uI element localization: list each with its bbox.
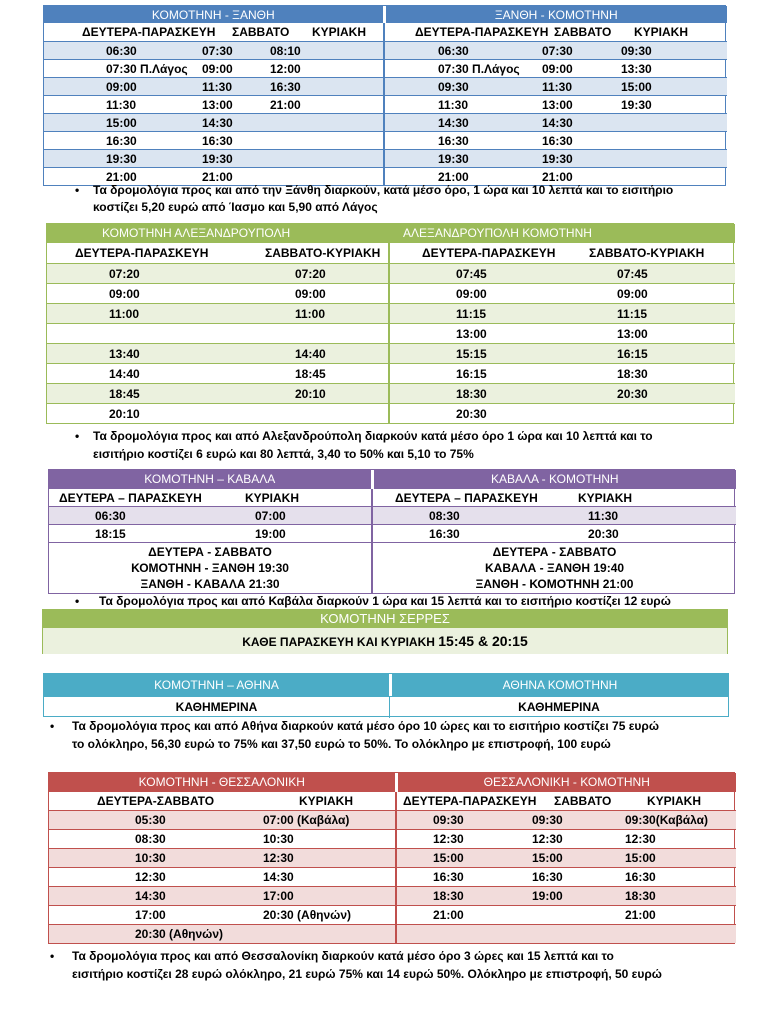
table-row xyxy=(49,507,736,525)
thess-note-line1: Τα δρομολόγια προς και από Θεσσαλονίκη διαρκούν κατά μέσο όρο 3 ώρες και 15 λεπτά και το xyxy=(72,949,614,963)
time-cell: 09:30 xyxy=(384,78,527,96)
bullet-icon: • xyxy=(75,594,80,608)
time-cell: 15:15 xyxy=(389,344,549,364)
table-row xyxy=(44,150,727,168)
time-cell: 20:30 (Αθηνών) xyxy=(229,906,396,925)
time-cell: 18:30 xyxy=(389,384,549,404)
time-cell: 20:30 (Αθηνών) xyxy=(49,925,229,944)
thess-note-line2: εισιτήριο κοστίζει 28 ευρώ ολόκληρο, 21 ευρώ 75% και 14 ευρώ 50%. Ολόκληρο με επιστροφή, 50 ευρώ xyxy=(72,967,662,981)
time-cell xyxy=(582,132,727,150)
time-cell: 09:30 xyxy=(516,811,601,830)
time-cell: 14:40 xyxy=(217,344,389,364)
alex-left-col-weekdays: ΔΕΥΤΕΡΑ-ΠΑΡΑΣΚΕΥΗ xyxy=(47,243,217,264)
time-cell xyxy=(582,150,727,168)
bullet-icon: • xyxy=(75,429,80,443)
time-cell xyxy=(217,324,389,344)
time-cell: 20:30 xyxy=(549,384,735,404)
athens-left-value: ΚΑΘΗΜΕΡΙΝΑ xyxy=(175,700,258,714)
athens-right-title: ΑΘΗΝΑ ΚΟΜΟΤΗΝΗ xyxy=(389,674,728,696)
time-cell: 05:30 xyxy=(49,811,229,830)
table-row xyxy=(49,906,736,925)
xanthi-left-col-days: ΣΑΒΒΑΤΟ ΚΥΡΙΑΚΗ xyxy=(232,25,367,39)
table-row xyxy=(47,284,735,304)
time-cell: 14:30 xyxy=(49,887,229,906)
time-cell: 13:00 xyxy=(389,324,549,344)
time-cell: 08:30 xyxy=(49,830,229,849)
serres-title: ΚΟΜΟΤΗΝΗ ΣΕΡΡΕΣ xyxy=(43,610,727,628)
time-cell: 13:00 xyxy=(549,324,735,344)
time-cell: 16:30 xyxy=(527,132,582,150)
alex-note-line1: Τα δρομολόγια προς και από Αλεξανδρούπολη διαρκούν κατά μέσο όρο 1 ώρα και 10 λεπτά και το xyxy=(93,429,653,443)
xanthi-right-col-weekdays: ΔΕΥΤΕΡΑ-ΠΑΡΑΣΚΕΥΗ xyxy=(384,23,582,42)
thess-left-title: ΚΟΜΟΤΗΝΗ - ΘΕΣΣΑΛΟΝΙΚΗ xyxy=(49,773,396,792)
time-cell: 21:00 xyxy=(164,168,244,186)
alex-right-col-weekend: ΣΑΒΒΑΤΟ-ΚΥΡΙΑΚΗ xyxy=(549,243,735,264)
time-cell: 19:00 xyxy=(219,525,372,543)
table-row xyxy=(44,114,727,132)
athens-timetable xyxy=(43,673,729,717)
time-cell: 19:30 xyxy=(527,150,582,168)
bullet-icon: • xyxy=(50,719,55,733)
time-cell: 13:00 xyxy=(164,96,244,114)
time-cell: 16:30 xyxy=(164,132,244,150)
time-cell: 11:00 xyxy=(47,304,217,324)
time-cell: 09:30 xyxy=(396,811,516,830)
athens-left-title: ΚΟΜΟΤΗΝΗ – ΑΘΗΝΑ xyxy=(44,674,389,696)
time-cell: 06:30 xyxy=(49,507,219,525)
time-cell: 20:30 xyxy=(552,525,736,543)
time-cell: 18:30 xyxy=(549,364,735,384)
table-row xyxy=(44,42,727,60)
time-cell: 18:15 xyxy=(49,525,219,543)
serres-times: 15:45 & 20:15 xyxy=(438,633,528,649)
table-row xyxy=(47,304,735,324)
bullet-icon: • xyxy=(50,949,55,963)
time-cell: 08:30 xyxy=(372,507,552,525)
time-cell: 09:00 xyxy=(47,284,217,304)
time-cell xyxy=(217,404,389,424)
time-cell xyxy=(516,925,601,944)
kavala-left-title: ΚΟΜΟΤΗΝΗ – ΚΑΒΑΛΑ xyxy=(49,470,372,489)
kavala-note-line1: Τα δρομολόγια προς και από Καβάλα διαρκούν 1 ώρα και 15 λεπτά και το εισιτήριο κοστίζει 12 ευρώ xyxy=(99,594,671,608)
kavala-right-extra: ΔΕΥΤΕΡΑ - ΣΑΒΒΑΤΟ ΚΑΒΑΛΑ - ΞΑΝΘΗ 19:40 ΞΑΝΘΗ - ΚΟΜΟΤΗΝΗ 21:00 xyxy=(372,543,736,594)
time-cell: 14:30 xyxy=(527,114,582,132)
time-cell: 09:00 xyxy=(527,60,582,78)
time-cell: 08:10 xyxy=(244,42,384,60)
time-cell: 20:10 xyxy=(217,384,389,404)
kavala-left-col-weekdays: ΔΕΥΤΕΡΑ – ΠΑΡΑΣΚΕΥΗ xyxy=(49,489,219,507)
thess-right-col-sunday: ΚΥΡΙΑΚΗ xyxy=(601,792,736,811)
thessaloniki-note xyxy=(50,947,740,983)
time-cell: 20:30 xyxy=(389,404,549,424)
time-cell: 07:30 Π.Λάγος xyxy=(384,60,527,78)
time-cell: 12:30 xyxy=(601,830,736,849)
table-row xyxy=(49,830,736,849)
time-cell: 13:30 xyxy=(582,60,727,78)
table-row xyxy=(49,868,736,887)
table-row xyxy=(49,925,736,944)
time-cell: 21:00 xyxy=(244,96,384,114)
time-cell: 15:00 xyxy=(601,849,736,868)
time-cell: 18:30 xyxy=(396,887,516,906)
kavala-left-col-sunday: ΚΥΡΙΑΚΗ xyxy=(219,489,372,507)
kavala-right-col-weekdays: ΔΕΥΤΕΡΑ – ΠΑΡΑΣΚΕΥΗ xyxy=(372,489,552,507)
time-cell: 14:30 xyxy=(229,868,396,887)
time-cell: 12:30 xyxy=(229,849,396,868)
thess-left-col-weekdays: ΔΕΥΤΕΡΑ-ΣΑΒΒΑΤΟ xyxy=(49,792,229,811)
time-cell: 16:30 xyxy=(384,132,527,150)
xanthi-left-col-weekdays: ΔΕΥΤΕΡΑ-ΠΑΡΑΣΚΕΥΗ xyxy=(82,25,216,39)
time-cell: 09:00 xyxy=(44,78,164,96)
time-cell: 19:30 xyxy=(582,96,727,114)
time-cell: 07:20 xyxy=(47,264,217,284)
table-row xyxy=(47,404,735,424)
time-cell: 16:30 xyxy=(601,868,736,887)
xanthi-right-col-days: ΣΑΒΒΑΤΟ ΚΥΡΙΑΚΗ xyxy=(554,25,689,39)
time-cell: 12:30 xyxy=(396,830,516,849)
time-cell: 21:00 xyxy=(396,906,516,925)
time-cell: 11:00 xyxy=(217,304,389,324)
kavala-timetable xyxy=(48,469,735,594)
time-cell: 20:10 xyxy=(47,404,217,424)
time-cell xyxy=(244,132,384,150)
time-cell xyxy=(47,324,217,344)
time-cell: 17:00 xyxy=(49,906,229,925)
time-cell: 18:30 xyxy=(601,887,736,906)
time-cell: 16:30 xyxy=(396,868,516,887)
bullet-icon: • xyxy=(75,183,80,197)
time-cell: 14:30 xyxy=(384,114,527,132)
time-cell: 09:00 xyxy=(389,284,549,304)
kavala-note xyxy=(75,592,735,610)
time-cell: 15:00 xyxy=(396,849,516,868)
table-row xyxy=(49,811,736,830)
time-cell: 07:45 xyxy=(389,264,549,284)
thessaloniki-timetable xyxy=(48,772,735,944)
time-cell: 17:00 xyxy=(229,887,396,906)
table-row xyxy=(47,344,735,364)
xanthi-note-line2: κοστίζει 5,20 ευρώ από Ίασμο και 5,90 από Λάγος xyxy=(93,200,378,214)
time-cell: 11:30 xyxy=(44,96,164,114)
time-cell: 21:00 xyxy=(527,168,582,186)
time-cell: 16:15 xyxy=(549,344,735,364)
time-cell xyxy=(244,150,384,168)
time-cell: 09:00 xyxy=(217,284,389,304)
time-cell: 07:20 xyxy=(217,264,389,284)
time-cell xyxy=(549,404,735,424)
time-cell: 10:30 xyxy=(49,849,229,868)
time-cell: 16:30 xyxy=(44,132,164,150)
athens-right-value: ΚΑΘΗΜΕΡΙΝΑ xyxy=(389,697,728,718)
thess-right-col-weekdays: ΔΕΥΤΕΡΑ-ΠΑΡΑΣΚΕΥΗ xyxy=(396,792,516,811)
time-cell: 07:00 xyxy=(219,507,372,525)
xanthi-left-title: ΚΟΜΟΤΗΝΗ - ΞΑΝΘΗ xyxy=(44,6,384,23)
kavala-right-title: ΚΑΒΑΛΑ - ΚΟΜΟΤΗΝΗ xyxy=(372,470,736,489)
time-cell: 11:15 xyxy=(549,304,735,324)
time-cell: 07:30 Π.Λάγος xyxy=(44,60,164,78)
thess-right-col-saturday: ΣΑΒΒΑΤΟ xyxy=(516,792,601,811)
table-row xyxy=(47,264,735,284)
time-cell: 11:30 xyxy=(164,78,244,96)
thess-right-title: ΘΕΣΣΑΛΟΝΙΚΗ - ΚΟΜΟΤΗΝΗ xyxy=(396,773,736,792)
alex-note-line2: εισιτήριο κοστίζει 6 ευρώ και 80 λεπτά, 3,40 το 50% και 5,10 το 75% xyxy=(93,447,474,461)
time-cell: 19:30 xyxy=(44,150,164,168)
table-row xyxy=(49,525,736,543)
time-cell: 06:30 xyxy=(384,42,527,60)
time-cell: 21:00 xyxy=(384,168,527,186)
thess-left-col-sunday: ΚΥΡΙΑΚΗ xyxy=(229,792,396,811)
time-cell: 15:00 xyxy=(582,78,727,96)
time-cell: 06:30 xyxy=(44,42,164,60)
time-cell: 15:00 xyxy=(516,849,601,868)
time-cell: 09:00 xyxy=(164,60,244,78)
time-cell: 16:30 xyxy=(516,868,601,887)
table-row xyxy=(47,364,735,384)
time-cell: 11:30 xyxy=(384,96,527,114)
time-cell: 13:00 xyxy=(527,96,582,114)
time-cell: 19:30 xyxy=(164,150,244,168)
time-cell: 14:30 xyxy=(164,114,244,132)
time-cell: 16:30 xyxy=(372,525,552,543)
table-row xyxy=(49,849,736,868)
time-cell: 07:00 (Καβάλα) xyxy=(229,811,396,830)
alexandroupoli-note xyxy=(75,427,735,463)
time-cell xyxy=(244,114,384,132)
time-cell: 16:15 xyxy=(389,364,549,384)
athens-note-line1: Τα δρομολόγια προς και από Αθήνα διαρκούν κατά μέσο όρο 10 ώρες και το εισιτήριο κοστίζει 75 ευρώ xyxy=(72,719,659,733)
serres-schedule: ΚΑΘΕ ΠΑΡΑΣΚΕΥΗ ΚΑΙ ΚΥΡΙΑΚΗ 15:45 & 20:15 xyxy=(43,628,727,654)
time-cell: 09:30 xyxy=(582,42,727,60)
time-cell: 15:00 xyxy=(44,114,164,132)
table-row xyxy=(47,324,735,344)
time-cell: 09:30(Καβάλα) xyxy=(601,811,736,830)
time-cell: 14:40 xyxy=(47,364,217,384)
time-cell: 13:40 xyxy=(47,344,217,364)
time-cell: 16:30 xyxy=(244,78,384,96)
time-cell: 07:30 xyxy=(164,42,244,60)
kavala-right-col-sunday: ΚΥΡΙΑΚΗ xyxy=(552,489,736,507)
time-cell: 21:00 xyxy=(44,168,164,186)
table-row xyxy=(49,887,736,906)
xanthi-right-title: ΞΑΝΘΗ - ΚΟΜΟΤΗΝΗ xyxy=(384,6,727,23)
table-row xyxy=(44,96,727,114)
alex-right-title: ΑΛΕΞΑΝΔΡΟΥΠΟΛΗ ΚΟΜΟΤΗΝΗ xyxy=(389,224,735,243)
time-cell xyxy=(516,906,601,925)
time-cell: 19:00 xyxy=(516,887,601,906)
time-cell: 09:00 xyxy=(549,284,735,304)
time-cell xyxy=(601,925,736,944)
time-cell: 19:30 xyxy=(384,150,527,168)
time-cell xyxy=(229,925,396,944)
time-cell: 11:30 xyxy=(527,78,582,96)
xanthi-note xyxy=(75,181,735,217)
time-cell: 10:30 xyxy=(229,830,396,849)
athens-note-line2: το ολόκληρο, 56,30 ευρώ το 75% και 37,50 ευρώ το 50%. Το ολόκληρο με επιστροφή, 100 ευρώ xyxy=(72,737,611,751)
xanthi-note-line1: Τα δρομολόγια προς και από την Ξάνθη διαρκούν, κατά μέσο όρο, 1 ώρα και 10 λεπτά και το εισιτήριο xyxy=(93,183,674,197)
alex-left-title: ΚΟΜΟΤΗΝΗ ΑΛΕΞΑΝΔΡΟΥΠΟΛΗ xyxy=(47,224,389,243)
time-cell: 18:45 xyxy=(47,384,217,404)
alex-left-col-weekend: ΣΑΒΒΑΤΟ-ΚΥΡΙΑΚΗ xyxy=(217,243,389,264)
time-cell: 21:00 xyxy=(601,906,736,925)
time-cell: 11:30 xyxy=(552,507,736,525)
table-row xyxy=(47,384,735,404)
table-row xyxy=(44,60,727,78)
serres-timetable xyxy=(42,609,728,654)
xanthi-timetable xyxy=(43,5,726,186)
alexandroupoli-timetable xyxy=(46,223,734,424)
time-cell: 12:30 xyxy=(516,830,601,849)
time-cell xyxy=(582,114,727,132)
time-cell: 12:30 xyxy=(49,868,229,887)
time-cell: 07:30 xyxy=(527,42,582,60)
time-cell: 07:45 xyxy=(549,264,735,284)
table-row xyxy=(44,132,727,150)
time-cell: 12:00 xyxy=(244,60,384,78)
table-row xyxy=(44,78,727,96)
time-cell xyxy=(396,925,516,944)
athens-note xyxy=(50,717,730,753)
kavala-left-extra: ΔΕΥΤΕΡΑ - ΣΑΒΒΑΤΟ ΚΟΜΟΤΗΝΗ - ΞΑΝΘΗ 19:30 ΞΑΝΘΗ - ΚΑΒΑΛΑ 21:30 xyxy=(49,543,372,594)
alex-right-col-weekdays: ΔΕΥΤΕΡΑ-ΠΑΡΑΣΚΕΥΗ xyxy=(389,243,549,264)
time-cell: 11:15 xyxy=(389,304,549,324)
time-cell: 18:45 xyxy=(217,364,389,384)
